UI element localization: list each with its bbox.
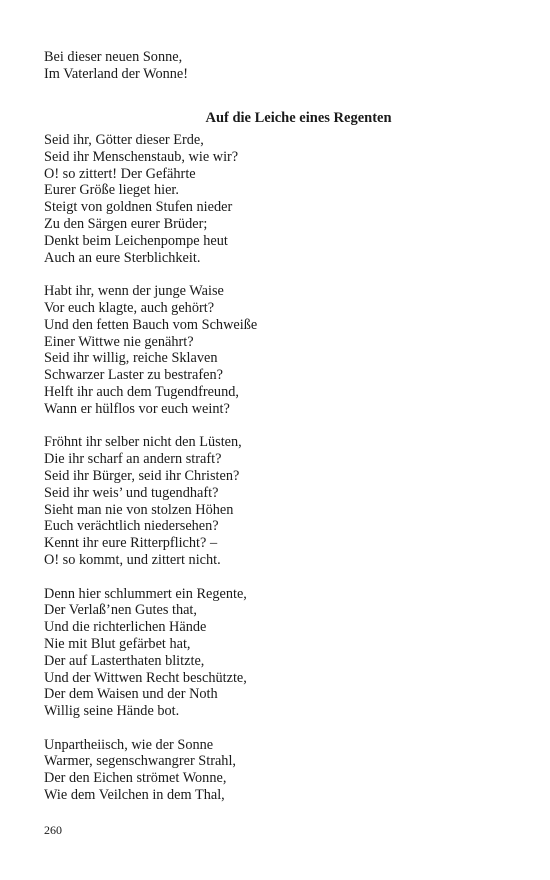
- poem-line: Seid ihr Menschenstaub, wie wir?: [44, 148, 239, 165]
- poem-line: Auch an eure Sterblichkeit.: [44, 249, 201, 266]
- poem-line: Und der Wittwen Recht beschützte,: [44, 669, 247, 686]
- poem-line: Willig seine Hände bot.: [44, 703, 180, 720]
- poem-line: Unpartheiisch, wie der Sonne: [44, 736, 214, 753]
- poem-line: Helft ihr auch dem Tugendfreund,: [44, 383, 239, 400]
- poem-line: Steigt von goldnen Stufen nieder: [44, 199, 233, 216]
- poem-line: Der dem Waisen und der Noth: [44, 686, 218, 703]
- stanza: [44, 586, 257, 720]
- poem-line: Zu den Särgen eurer Brüder;: [44, 215, 208, 232]
- poem-line: Euch verächtlich niedersehen?: [44, 518, 219, 535]
- poem-line: Wann er hülflos vor euch weint?: [44, 400, 230, 417]
- poem-line: Wie dem Veilchen in dem Thal,: [44, 787, 225, 804]
- poem-line: Seid ihr weis’ und tugendhaft?: [44, 484, 219, 501]
- stanza: [44, 283, 257, 417]
- poem-line: Der den Eichen strömet Wonne,: [44, 770, 227, 787]
- stanza: [44, 132, 257, 266]
- poem-line: Fröhnt ihr selber nicht den Lüsten,: [44, 434, 242, 451]
- poem-line: Einer Wittwe nie genährt?: [44, 333, 194, 350]
- poem-line: Und die richterlichen Hände: [44, 619, 207, 636]
- poem-line: O! so zittert! Der Gefährte: [44, 165, 196, 182]
- poem-line: Denn hier schlummert ein Regente,: [44, 585, 247, 602]
- page-number: 260: [44, 823, 62, 837]
- poem-line: Habt ihr, wenn der junge Waise: [44, 283, 224, 300]
- poem-line: Schwarzer Laster zu bestrafen?: [44, 367, 224, 384]
- poem-line: Sieht man nie von stolzen Höhen: [44, 501, 234, 518]
- poem-line: Der Verlaß’nen Gutes that,: [44, 602, 197, 619]
- poem-line: Kennt ihr eure Ritterpflicht? –: [44, 535, 218, 552]
- poem-line: Seid ihr willig, reiche Sklaven: [44, 350, 218, 367]
- poem-line: Und den fetten Bauch vom Schweiße: [44, 316, 258, 333]
- poem-line: Seid ihr, Götter dieser Erde,: [44, 132, 204, 148]
- poem-line: Die ihr scharf an andern straft?: [44, 451, 222, 468]
- stanza: [44, 737, 257, 804]
- poem-line: O! so kommt, und zittert nicht.: [44, 551, 221, 568]
- poem-line: Bei dieser neuen Sonne,: [44, 49, 183, 65]
- intro-lines: [44, 49, 188, 83]
- poem-body: [44, 132, 257, 821]
- poem-line: Seid ihr Bürger, seid ihr Christen?: [44, 467, 240, 484]
- poem-line: Nie mit Blut gefärbet hat,: [44, 635, 191, 652]
- stanza: [44, 434, 257, 568]
- poem-line: Eurer Größe lieget hier.: [44, 182, 179, 199]
- poem-title: Auf die Leiche eines Regenten: [205, 110, 392, 126]
- poem-line: Im Vaterland der Wonne!: [44, 65, 189, 82]
- poem-line: Der auf Lasterthaten blitzte,: [44, 652, 205, 669]
- poem-line: Denkt beim Leichenpompe heut: [44, 232, 228, 249]
- poem-line: Vor euch klagte, auch gehört?: [44, 299, 215, 316]
- poem-line: Warmer, segenschwangrer Strahl,: [44, 753, 237, 770]
